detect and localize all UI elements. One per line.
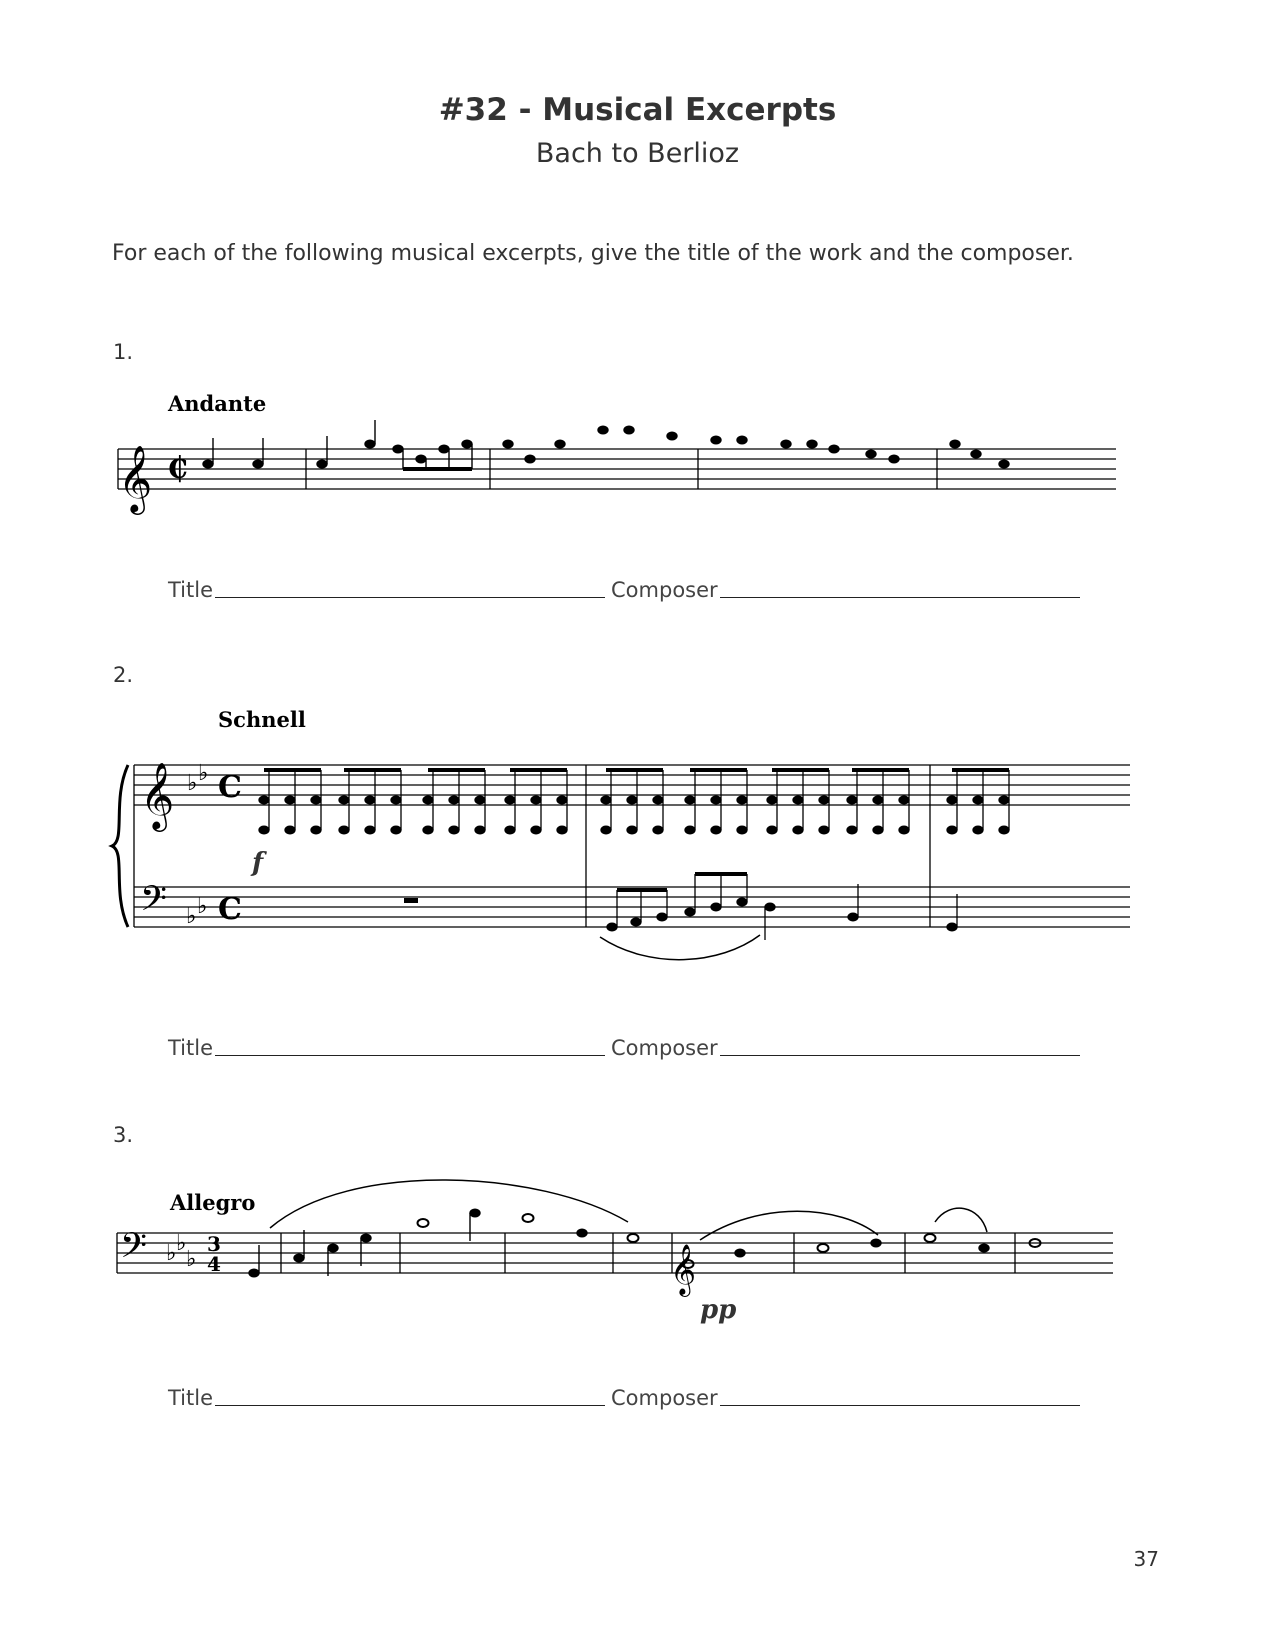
excerpt-2-whole-rest [404,898,418,903]
excerpt-1-tempo: Andante [168,391,267,416]
composer-label: Composer [611,578,718,602]
excerpt-2-flat-treble-2: ♭ [198,761,209,786]
excerpt-2-brace [112,765,128,927]
title-label: Title [168,1386,214,1410]
excerpt-1-time-signature: ₵ [167,451,188,486]
excerpt-2-bass-clef: 𝄢 [140,878,168,927]
excerpt-3-time-sig-bottom: 4 [207,1252,221,1276]
excerpt-2-time-sig-bass: C [218,892,242,927]
excerpt-2-time-sig-treble: C [218,770,242,805]
title-answer-line[interactable] [215,1405,605,1406]
excerpt-3-tempo: Allegro [170,1190,256,1215]
composer-label: Composer [611,1386,718,1410]
excerpt-3-dynamic: pp [700,1295,737,1325]
answer-row-3 [168,1386,1080,1410]
excerpt-3-number: 3. [113,1123,134,1147]
composer-answer-line[interactable] [720,1055,1080,1056]
excerpt-2-flat-treble-1: ♭ [187,771,198,796]
excerpt-1-treble-clef: 𝄞 [118,444,153,512]
excerpt-2-chords [259,770,1009,834]
excerpt-3-staff [117,1233,1113,1273]
excerpt-3-flat-2: ♭ [176,1231,187,1256]
excerpt-2-flat-bass-1: ♭ [186,904,197,929]
excerpt-1-number: 1. [113,340,134,364]
title-answer-line[interactable] [215,597,605,598]
composer-label: Composer [611,1036,718,1060]
excerpt-3-flat-1: ♭ [166,1241,177,1266]
page-title: #32 - Musical Excerpts [438,92,837,128]
answer-row-2 [168,1036,1080,1060]
composer-answer-line[interactable] [720,1405,1080,1406]
excerpt-3-treble-clef: 𝄞 [670,1244,697,1295]
instructions: For each of the following musical excerpts, give the title of the work and the composer. [112,241,1074,266]
excerpt-1-staff [118,449,1116,489]
excerpt-2-flat-bass-2: ♭ [197,894,208,919]
excerpt-2-treble-clef: 𝄞 [140,761,175,829]
excerpt-2-dynamic: f [252,848,264,878]
excerpt-2-staves [134,765,1130,927]
page-subtitle: Bach to Berlioz [535,138,740,169]
excerpt-3-flat-3: ♭ [186,1247,197,1272]
excerpt-1-notes [203,420,1009,469]
excerpt-2-tempo: Schnell [218,707,306,732]
title-answer-line[interactable] [215,1055,605,1056]
excerpt-3-bass-clef: 𝄢 [120,1225,148,1274]
excerpt-2-number: 2. [113,663,134,687]
excerpt-3-notes [249,1180,1041,1277]
answer-row-1 [168,578,1080,602]
page-number: 37 [1133,1547,1159,1571]
composer-answer-line[interactable] [720,597,1080,598]
title-label: Title [168,578,214,602]
excerpt-3-time-sig-top: 3 [207,1232,221,1256]
title-label: Title [168,1036,214,1060]
